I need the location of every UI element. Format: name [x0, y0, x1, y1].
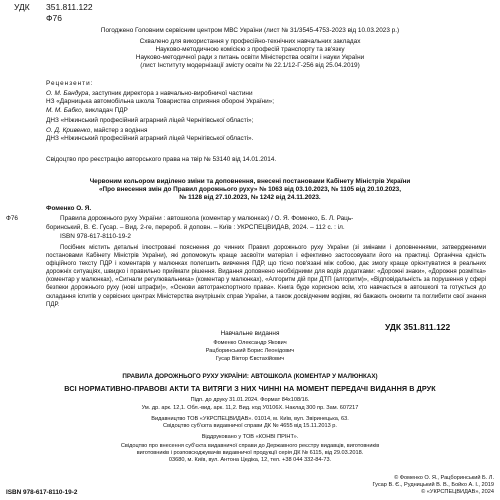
reviewer-row: НЗ «Дарницька автомобільна школа Товариства сприяння обороні України»;	[46, 98, 274, 105]
copyright-certificate: Свідоцтво про реєстрацію авторського права на твір № 53140 від 14.01.2014.	[46, 156, 277, 163]
publisher-line: Видавництво ТОВ «УКРСПЕЦВИДАВ». 01014, м. Київ, вул. Звіринецька, 63.	[151, 416, 349, 422]
udk-label: УДК	[14, 2, 30, 12]
approval-line: (лист Інституту модернізації змісту освіти № 22.1/12-Г-256 від 25.04.2019)	[140, 62, 360, 69]
printer-line: виготовників і розповсюджувачів видавничої продукції серія ДК № 6115, від 29.03.2018.	[136, 450, 364, 456]
copyright-line: © «УКРСПЕЦВИДАВ», 2024	[421, 489, 494, 495]
reviewer-row: М. М. Бабко, викладач ПДР	[46, 107, 128, 114]
footer-isbn: ISBN 978-617-8110-19-2	[6, 489, 78, 496]
printer-block	[0, 434, 500, 464]
edition-author: Фоменко Олександр Якович	[213, 340, 287, 346]
catalog-line-2: боринський, В. Є. Гусар. – Вид. 2-ге, перероб. й доповн. – Київ : УКРСПЕЦВИДАВ, 2024. – 112 с. : іл.	[46, 224, 345, 231]
edition-author: Рацборинський Борис Леонідович	[205, 348, 295, 354]
print-details	[0, 397, 500, 412]
edition-author: Гусар Віктор Євстахійович	[215, 356, 285, 362]
reviewer-row: ДНЗ «Ніжинський професійний аграрний ліцей Чернігівської області».	[46, 135, 254, 142]
catalog-line-1: Правила дорожнього руху України : автошкола (коментар у малюнках) / О. Я. Фоменко, Б. Л. Раць-	[60, 215, 354, 222]
book-code: Ф76	[46, 13, 62, 23]
approval-block	[0, 38, 500, 70]
approval-line: Схвалено для використання у професійно-технічних навчальних закладах	[139, 38, 361, 45]
printer-line: Віддруковано у ТОВ «КОНВІ ПРІНТ».	[201, 434, 299, 440]
reviewer-row: О. М. Бандура, заступник директора з навчально-виробничої частини	[46, 90, 253, 97]
edition-type: Навчальне видання	[220, 330, 280, 337]
edition-subtitle: ВСІ НОРМАТИВНО-ПРАВОВІ АКТИ ТА ВИТЯГИ З НИХ ЧИННІ НА МОМЕНТ ПЕРЕДАЧІ ВИДАННЯ В ДРУК	[64, 384, 436, 393]
catalog-isbn: ISBN 978-617-8110-19-2	[60, 233, 131, 240]
udk-value: 351.811.122	[46, 2, 93, 12]
reviewers-list	[46, 90, 274, 143]
edition-authors	[0, 340, 500, 363]
print-line: Підп. до друку 31.01.2024. Формат 84х108/16.	[190, 397, 310, 403]
catalog-author: Фоменко О. Я.	[46, 205, 92, 212]
udk-bottom: УДК 351.811.122	[385, 322, 451, 332]
changes-note-line: «Про внесення змін до Правил дорожнього руху» № 1063 від 03.10.2023, № 1105 від 20.10.2023,	[98, 186, 402, 193]
approval-line: Науково-методичною комісією з професій транспорту та зв'язку	[155, 46, 345, 53]
agreement-line: Погоджено Головним сервісним центром МВС України (лист № 31/3545-4753-2023 від 10.03.2023 р.)	[100, 27, 400, 34]
reviewer-row: ДНЗ «Ніжинський професійний аграрний ліцей Чернігівської області»;	[46, 117, 254, 124]
copyright-line: Гусар В. Є., Рудницький В. В., Бойко А. І., 2019	[372, 482, 494, 488]
catalog-code: Ф76	[6, 215, 18, 222]
reviewer-row: О. Д. Кривенко, майстер з водіння	[46, 127, 148, 134]
changes-note-line: Червоним кольором виділено зміни та доповнення, внесені постановами Кабінету Міністрів України	[89, 178, 411, 185]
footer-copyright	[373, 475, 495, 496]
approval-line: Науково-методичної ради з питань освіти Міністерства освіти і науки України	[135, 54, 365, 61]
abstract-text: Посібник містить детальні ілюстровані пояснення до чинних Правил дорожнього руху України (зі змінами і доповненнями, затвердженими постановами Кабінету Міністрів України), які допоможуть краще засвоїти матеріал і ефективно застосовувати його на практиці. Органічна єдність офіційного тексту ПДР і коментарів у малюнках полегшить вивчення ПДР, що тісно пов'язані між собою, дає змогу краще орієнтуватися в реальних дорожніх ситуаціях, швидко і правильно приймати рішення. Видання доповнено необхідними для водія додатками: «Дорожні знаки», «Дорожня розмітка» (коментар у малюнках), «Сигнали регулювальника» (коментар у малюнках), «Алгоритм дій при ДТП (алгоритм)», «Відповідальність за порушення у сфері безпеки дорожнього руху (нові штрафи)», «Основи автотранспортного права». Книга буде корисною всім, хто навчається в автошколі та готується до складання іспитів у сервісних центрах Міністерства внутрішніх справ України, а також досвідченим водіям, які бажають оновити та поглибити свої знання ПДР.	[46, 244, 486, 308]
copyright-line: © Фоменко О. Я., Рацборинський Б. Л.	[394, 475, 494, 481]
printer-line: Свідоцтво про внесення суб'єкта видавничої справи до Державного реєстру видавців, виготовників	[120, 443, 380, 449]
reviewers-heading: Рецензенти:	[46, 80, 94, 87]
publisher-line: Свідоцтво суб'єкта видавничої справи ДК № 4655 від 15.11.2013 р.	[163, 423, 337, 429]
edition-title: ПРАВИЛА ДОРОЖНЬОГО РУХУ УКРАЇНИ: АВТОШКОЛА (КОМЕНТАР У МАЛЮНКАХ)	[122, 373, 378, 380]
publisher-block	[0, 416, 500, 430]
print-line: Ум. др. арк. 12,1. Обл.-вид. арк. 11,2. Вид. код У0106Х. Наклад 300 пр. Зам. 607217	[141, 405, 359, 411]
changes-note	[0, 178, 500, 202]
printer-line: 03680, м. Київ, вул. Антона Цедіка, 12, тел. +38 044 332-84-73.	[168, 457, 332, 463]
changes-note-line: № 1128 від 27.10.2023, № 1242 від 24.11.2023.	[179, 194, 321, 201]
